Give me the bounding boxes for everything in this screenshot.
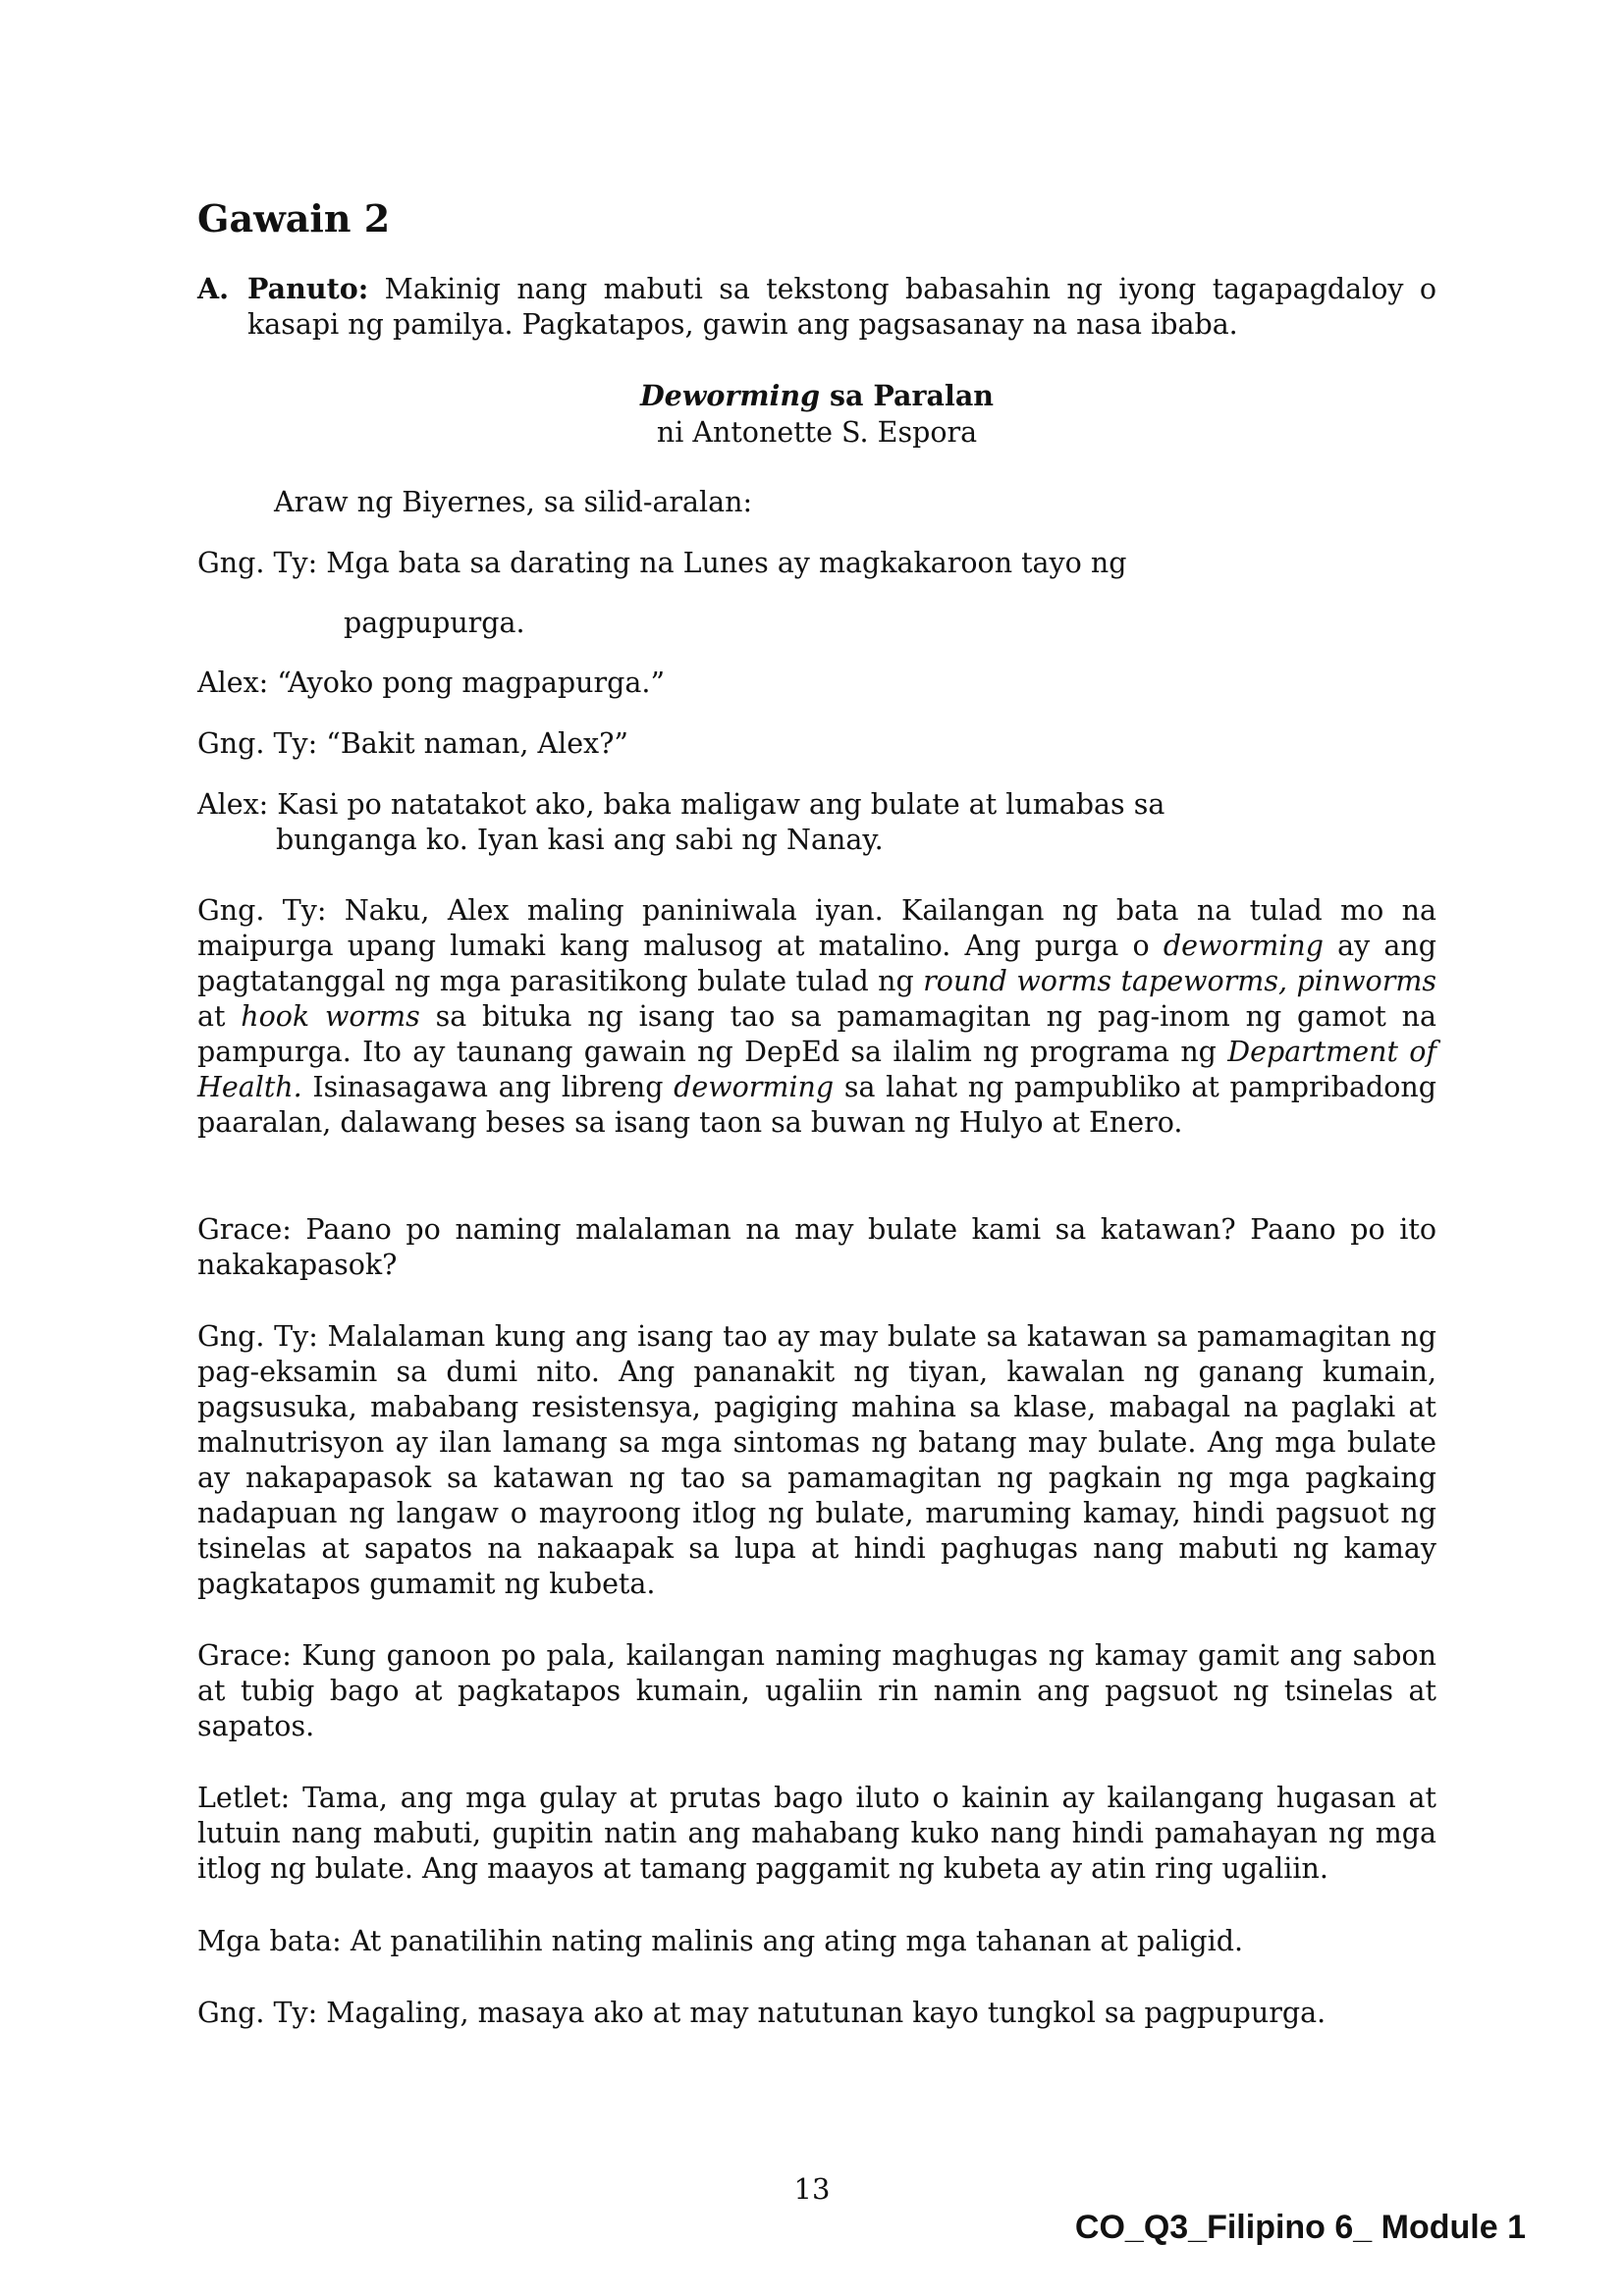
instruction-body bbox=[247, 271, 1436, 343]
dialogue-paragraph-1 bbox=[197, 893, 1436, 1141]
p1-italic-worms: round worms tapeworms, pinworms bbox=[923, 965, 1436, 997]
section-title: Gawain 2 bbox=[197, 196, 391, 240]
dialogue-line-4-cont: bunganga ko. Iyan kasi ang sabi ng Nanay. bbox=[276, 824, 884, 856]
instruction-label: Panuto: bbox=[247, 272, 369, 305]
story-title bbox=[197, 377, 1436, 414]
story-setting: Araw ng Biyernes, sa silid-aralan: bbox=[274, 486, 753, 518]
p1-text-k: sa lahat ng pampubliko at pampribadong paaralan, dalawang beses sa isang taon sa buwan ng Hulyo at Enero. bbox=[197, 1071, 1436, 1139]
p1-italic-deworming: deworming bbox=[1163, 930, 1324, 962]
dialogue-paragraph-6: Mga bata: At panatilihin nating malinis ang ating mga tahanan at paligid. bbox=[197, 1925, 1244, 1957]
p1-italic-hookworms: hook worms bbox=[241, 1000, 420, 1033]
dialogue-line-3: Gng. Ty: “Bakit naman, Alex?” bbox=[197, 727, 628, 760]
dialogue-line-1-cont: pagpupurga. bbox=[344, 607, 525, 639]
dialogue-paragraph-7: Gng. Ty: Magaling, masaya ako at may natutunan kayo tungkol sa pagpupurga. bbox=[197, 1997, 1326, 2029]
p1-text-e: at bbox=[197, 1000, 242, 1033]
dialogue-paragraph-5: Letlet: Tama, ang mga gulay at prutas bago iluto o kainin ay kailangang hugasan at lutuin nang mabuti, gupitin natin ang mahabang kuko nang hindi pamahayan ng mga itlog ng bulate. Ang maayos at tamang paggamit ng kubeta ay atin ring ugaliin. bbox=[197, 1782, 1436, 1885]
dialogue-line-4: Alex: Kasi po natatakot ako, baka maligaw ang bulate at lumabas sa bbox=[197, 788, 1165, 821]
story-title-italic: Deworming bbox=[639, 379, 821, 412]
instruction-text: Makinig nang mabuti sa tekstong babasahin ng iyong tagapagdaloy o kasapi ng pamilya. Pagkatapos, gawin ang pagsasanay na nasa ibaba. bbox=[247, 273, 1437, 341]
p1-italic-deworming-2: deworming bbox=[674, 1071, 835, 1103]
instruction-letter: A. bbox=[197, 272, 230, 305]
dialogue-line-2: Alex: “Ayoko pong magpapurga.” bbox=[197, 667, 666, 699]
story-title-block bbox=[197, 377, 1436, 452]
story-title-rest: sa Paralan bbox=[829, 379, 995, 412]
p1-text-a: Gng. Ty: Naku, Alex maling paniniwala iyan. Kailangan ng bata na tulad mo na maipurga upang lumaki kang malusog at matalino. Ang purga o bbox=[197, 894, 1436, 962]
module-footer: CO_Q3_Filipino 6_ Module 1 bbox=[1074, 2209, 1526, 2246]
dialogue-paragraph-3: Gng. Ty: Malalaman kung ang isang tao ay may bulate sa katawan sa pamamagitan ng pag-eksamin sa dumi nito. Ang pananakit ng tiyan, kawalan ng ganang kumain, pagsusuka, mababang resistensya, pagiging mahina sa klase, mabagal na paglaki at malnutrisyon ay ilan lamang sa mga sintomas ng batang may bulate. Ang mga bulate ay nakapapasok sa katawan ng tao sa pamamagitan ng pagkain ng mga pagkaing nadapuan ng langaw o mayroong itlog ng bulate, maruming kamay, hindi pagsuot ng tsinelas at sapatos na nakaapak sa lupa at hindi paghugas nang mabuti ng kamay pagkatapos gumamit ng kubeta. bbox=[197, 1320, 1436, 1600]
p1-text-g: sa bituka ng isang tao sa pamamagitan ng pag-inom ng gamot na pampurga. Ito ay taunang gawain ng DepEd sa ilalim ng programa ng bbox=[197, 1000, 1436, 1068]
dialogue-line-1: Gng. Ty: Mga bata sa darating na Lunes ay magkakaroon tayo ng bbox=[197, 547, 1127, 579]
p1-text-c: ay ang pagtatanggal ng mga parasitikong bulate tulad ng bbox=[197, 930, 1436, 997]
dialogue-paragraph-2: Grace: Paano po naming malalaman na may bulate kami sa katawan? Paano po ito nakakapasok? bbox=[197, 1213, 1436, 1281]
page-number: 13 bbox=[793, 2172, 831, 2206]
dialogue-paragraph-4: Grace: Kung ganoon po pala, kailangan naming maghugas ng kamay gamit ang sabon at tubig bago at pagkatapos kumain, ugaliin rin namin ang pagsuot ng tsinelas at sapatos. bbox=[197, 1639, 1436, 1742]
story-author: ni Antonette S. Espora bbox=[656, 416, 978, 449]
instruction-block bbox=[197, 271, 1436, 343]
p1-text-i: Isinasagawa ang libreng bbox=[301, 1071, 675, 1103]
p1-italic-doh: Department of Health. bbox=[197, 1036, 1436, 1103]
